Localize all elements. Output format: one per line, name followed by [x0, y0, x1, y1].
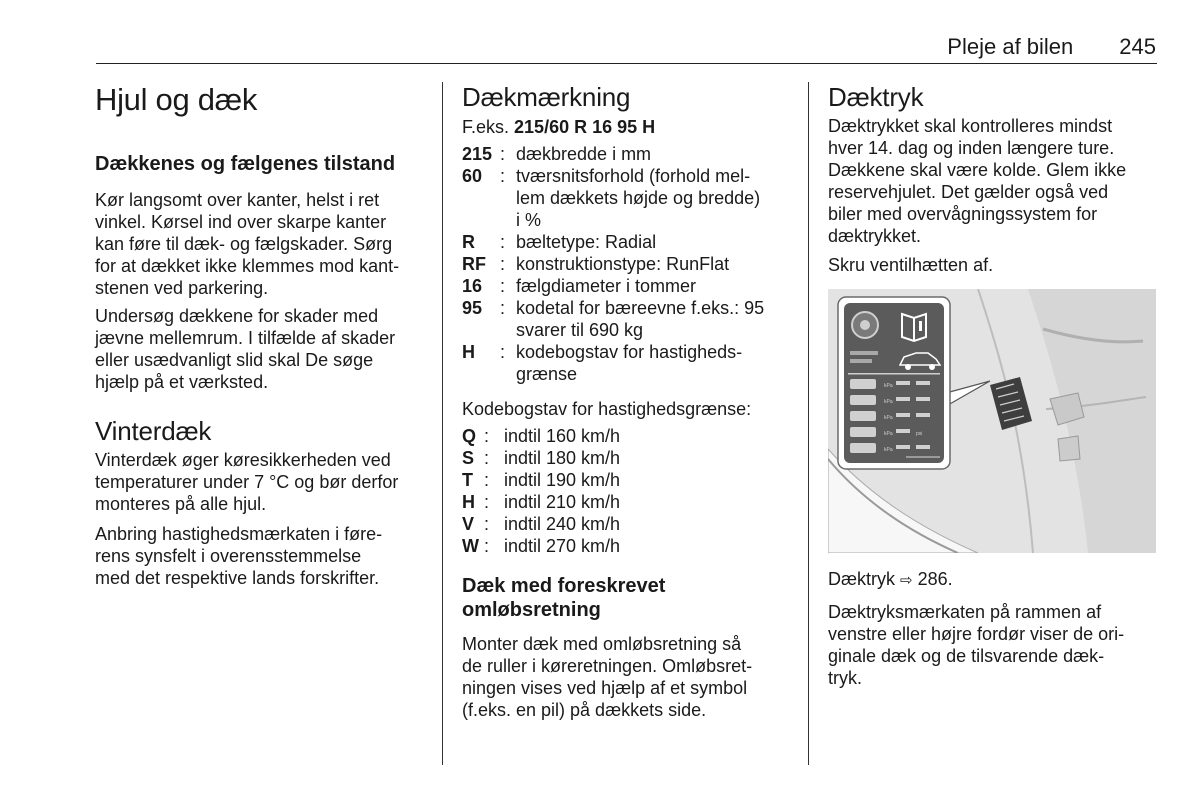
svg-text:kPa: kPa: [884, 431, 893, 437]
speed-row: Q : indtil 160 km/h: [462, 426, 621, 446]
speed-row: T : indtil 190 km/h: [462, 470, 621, 490]
column-3: [828, 82, 1158, 689]
example-code: 215/60 R 16 95 H: [514, 117, 656, 137]
svg-text:kPa: kPa: [884, 415, 893, 421]
title-hjul-og-daek: Hjul og dæk: [95, 82, 258, 117]
running-header: [947, 34, 1156, 60]
paragraph-hastighedsmaerkat: Anbring hastighedsmærkaten i føre- rens synsfelt i overensstemmelse med det respektive lands forskrifter.: [95, 524, 383, 588]
speed-row: S : indtil 180 km/h: [462, 448, 621, 468]
spec-row: H : kodebogstav for hastigheds- grænse: [462, 342, 743, 384]
speed-row: V : indtil 240 km/h: [462, 514, 621, 534]
paragraph-omlobsretning: Monter dæk med omløbsretning så de ruller i køreretningen. Omløbsret- ningen vises ved hjælp af et symbol (f.eks. en pil) på dækkets side.: [462, 634, 753, 720]
tire-pressure-label-illustration: [828, 289, 1156, 553]
spec-row: RF : konstruktionstype: RunFlat: [462, 254, 730, 274]
heading-daekkenes-tilstand: Dækkenes og fælgenes tilstand: [95, 153, 396, 175]
spec-list: [462, 143, 792, 385]
spec-row: 60 : tværsnitsforhold (forhold mel- lem dækkets højde og bredde) i %: [462, 166, 761, 230]
cross-reference-daektryk: Dæktryk ⇨ 286.: [828, 569, 953, 589]
spec-row: 16 : fælgdiameter i tommer: [462, 276, 697, 296]
reference-page[interactable]: 286.: [917, 569, 953, 589]
speed-intro: Kodebogstav for hastighedsgrænse:: [462, 399, 752, 419]
column-2: [462, 82, 792, 721]
paragraph-undersog-daekkene: Undersøg dækkene for skader med jævne mellemrum. I tilfælde af skader eller usædvanligt slid skal De søge hjælp på et værksted.: [95, 306, 396, 392]
title-daekmaerkning: Dækmærkning: [462, 82, 631, 112]
speed-row: H : indtil 210 km/h: [462, 492, 621, 512]
manual-book-icon: [902, 314, 926, 341]
column-divider-1: [442, 82, 443, 765]
heading-omlobsretning: Dæk med foreskrevet omløbsretning: [462, 575, 666, 621]
title-daektryk: Dæktryk: [828, 82, 924, 112]
paragraph-kor-langsomt: Kør langsomt over kanter, helst i ret vinkel. Kørsel ind over skarpe kanter kan føre til dæk- og fælgskader. Sørg for at dækket ikke klemmes mod kant- stenen ved parkering.: [95, 190, 400, 298]
paragraph-daektryksmaerkat: Dæktryksmærkaten på rammen af venstre eller højre fordør viser de ori- ginale dæk og de tilsvarende dæk- tryk.: [828, 602, 1125, 688]
spec-row: R : bæltetype: Radial: [462, 232, 657, 252]
reference-arrow-icon: ⇨: [900, 572, 913, 589]
column-1: [95, 82, 425, 589]
svg-text:kPa: kPa: [884, 399, 893, 405]
paragraph-ventilhaette: Skru ventilhætten af.: [828, 255, 994, 275]
paragraph-daektryk-kontrol: Dæktrykket skal kontrolleres mindst hver 14. dag og inden længere ture. Dækkene skal være kolde. Glem ikke reservehjulet. Det gælder også ved biler med overvågningssystem for dæktrykket.: [828, 116, 1127, 246]
speed-row: W : indtil 270 km/h: [462, 536, 621, 556]
header-rule: [96, 63, 1157, 64]
svg-text:psi: psi: [916, 431, 923, 437]
spec-row: 95 : kodetal for bæreevne f.eks.: 95 svarer til 690 kg: [462, 298, 765, 340]
column-divider-2: [808, 82, 809, 765]
paragraph-vinterdaek: Vinterdæk øger køresikkerheden ved temperaturer under 7 °C og bør derfor monteres på alle hjul.: [95, 450, 399, 514]
spec-row: 215 : dækbredde i mm: [462, 144, 652, 164]
heading-vinterdaek: Vinterdæk: [95, 416, 212, 446]
svg-text:kPa: kPa: [884, 447, 893, 453]
svg-text:kPa: kPa: [884, 383, 893, 389]
header-section-title: Pleje af bilen: [947, 34, 1074, 59]
example-line: [462, 116, 792, 138]
speed-list: [462, 425, 792, 557]
example-prefix: F.eks.: [462, 117, 510, 137]
page-number: 245: [1119, 34, 1156, 59]
